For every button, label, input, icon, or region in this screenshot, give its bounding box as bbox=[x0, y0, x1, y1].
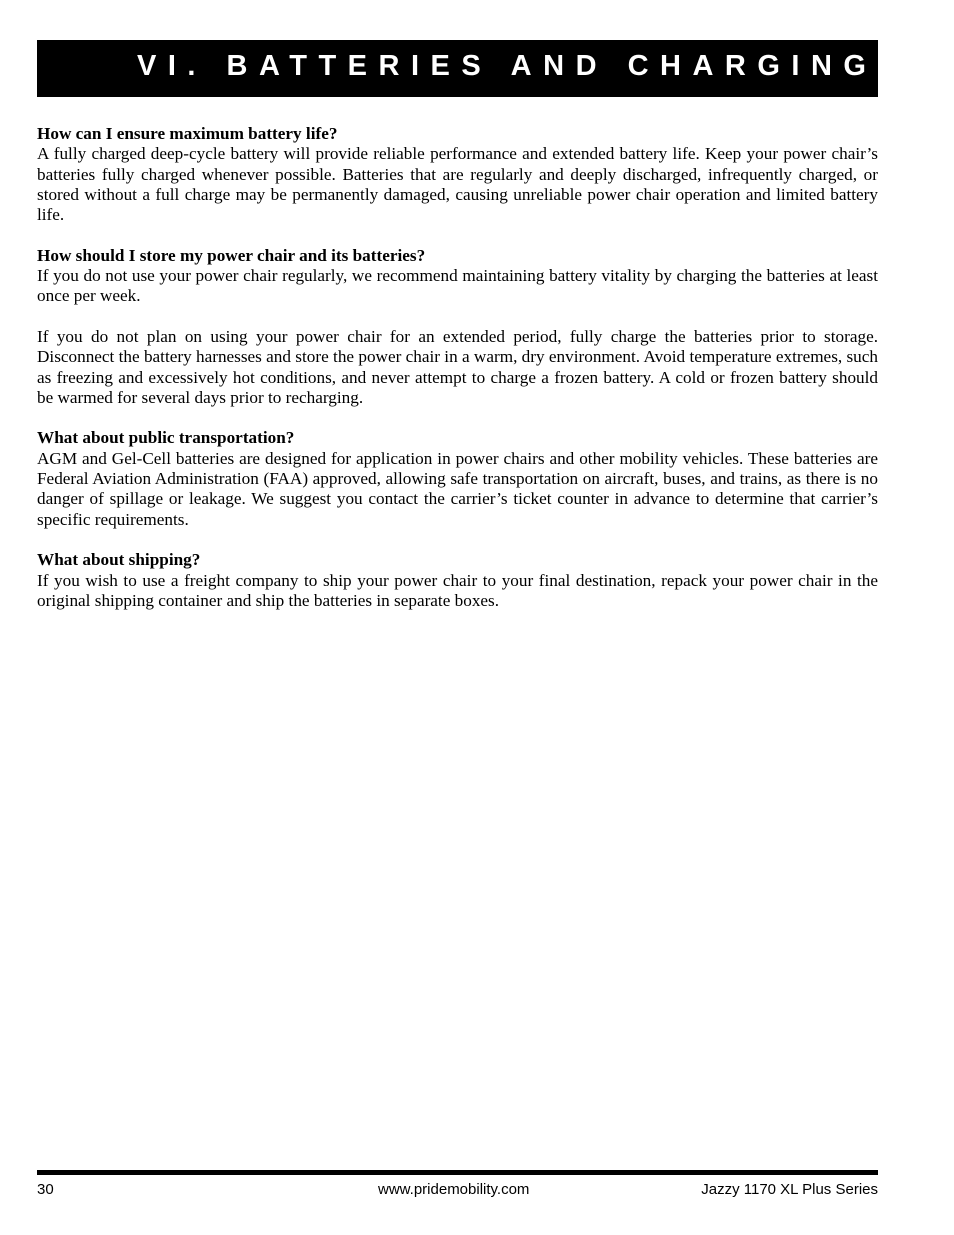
faq-content bbox=[37, 124, 878, 631]
footer-rule bbox=[37, 1170, 878, 1175]
faq-item-battery-life bbox=[37, 124, 878, 225]
page-number: 30 bbox=[37, 1181, 54, 1198]
section-title: VI. BATTERIES AND CHARGING bbox=[137, 50, 878, 82]
faq-question: How can I ensure maximum battery life? bbox=[37, 124, 338, 143]
faq-answer: A fully charged deep-cycle battery will provide reliable performance and extended battery life. Keep your power chair’s batteries fully charged whenever possible. Batteries that are regularly and deeply discharged, infrequently charged, or stored without a full charge may be permanently damaged, causing unreliable power chair operation and limited battery life. bbox=[37, 144, 878, 225]
faq-answer: If you do not use your power chair regularly, we recommend maintaining battery vitality by charging the batteries at least once per week. bbox=[37, 266, 878, 306]
footer-website-link[interactable]: www.pridemobility.com bbox=[378, 1181, 530, 1198]
footer-model-name: Jazzy 1170 XL Plus Series bbox=[701, 1181, 878, 1198]
faq-question: What about public transportation? bbox=[37, 428, 295, 448]
page-footer bbox=[37, 1180, 878, 1200]
faq-question: What about shipping? bbox=[37, 550, 201, 570]
faq-question: How should I store my power chair and its batteries? bbox=[37, 245, 426, 265]
faq-answer: If you do not plan on using your power chair for an extended period, fully charge the batteries prior to storage. Disconnect the battery harnesses and store the power chair in a warm, dry environment. Avoid temperature extremes, such as freezing and excessively hot conditions, and never attempt to charge a frozen battery. A cold or frozen battery should be warmed for several days prior to recharging. bbox=[37, 326, 878, 407]
faq-answer: If you wish to use a freight company to ship your power chair to your final destination, repack your power chair in the original shipping container and ship the batteries in separate boxes. bbox=[37, 570, 878, 610]
faq-answer: AGM and Gel-Cell batteries are designed for application in power chairs and other mobility vehicles. These batteries are Federal Aviation Administration (FAA) approved, allowing safe transportation on aircraft, buses, and trains, as there is no danger of spillage or leakage. We suggest you contact the carrier’s ticket counter in advance to determine that carrier’s specific requirements. bbox=[37, 448, 878, 529]
faq-item-storage bbox=[37, 246, 878, 408]
section-banner bbox=[37, 40, 878, 97]
faq-item-public-transportation bbox=[37, 428, 878, 529]
faq-item-shipping bbox=[37, 550, 878, 611]
